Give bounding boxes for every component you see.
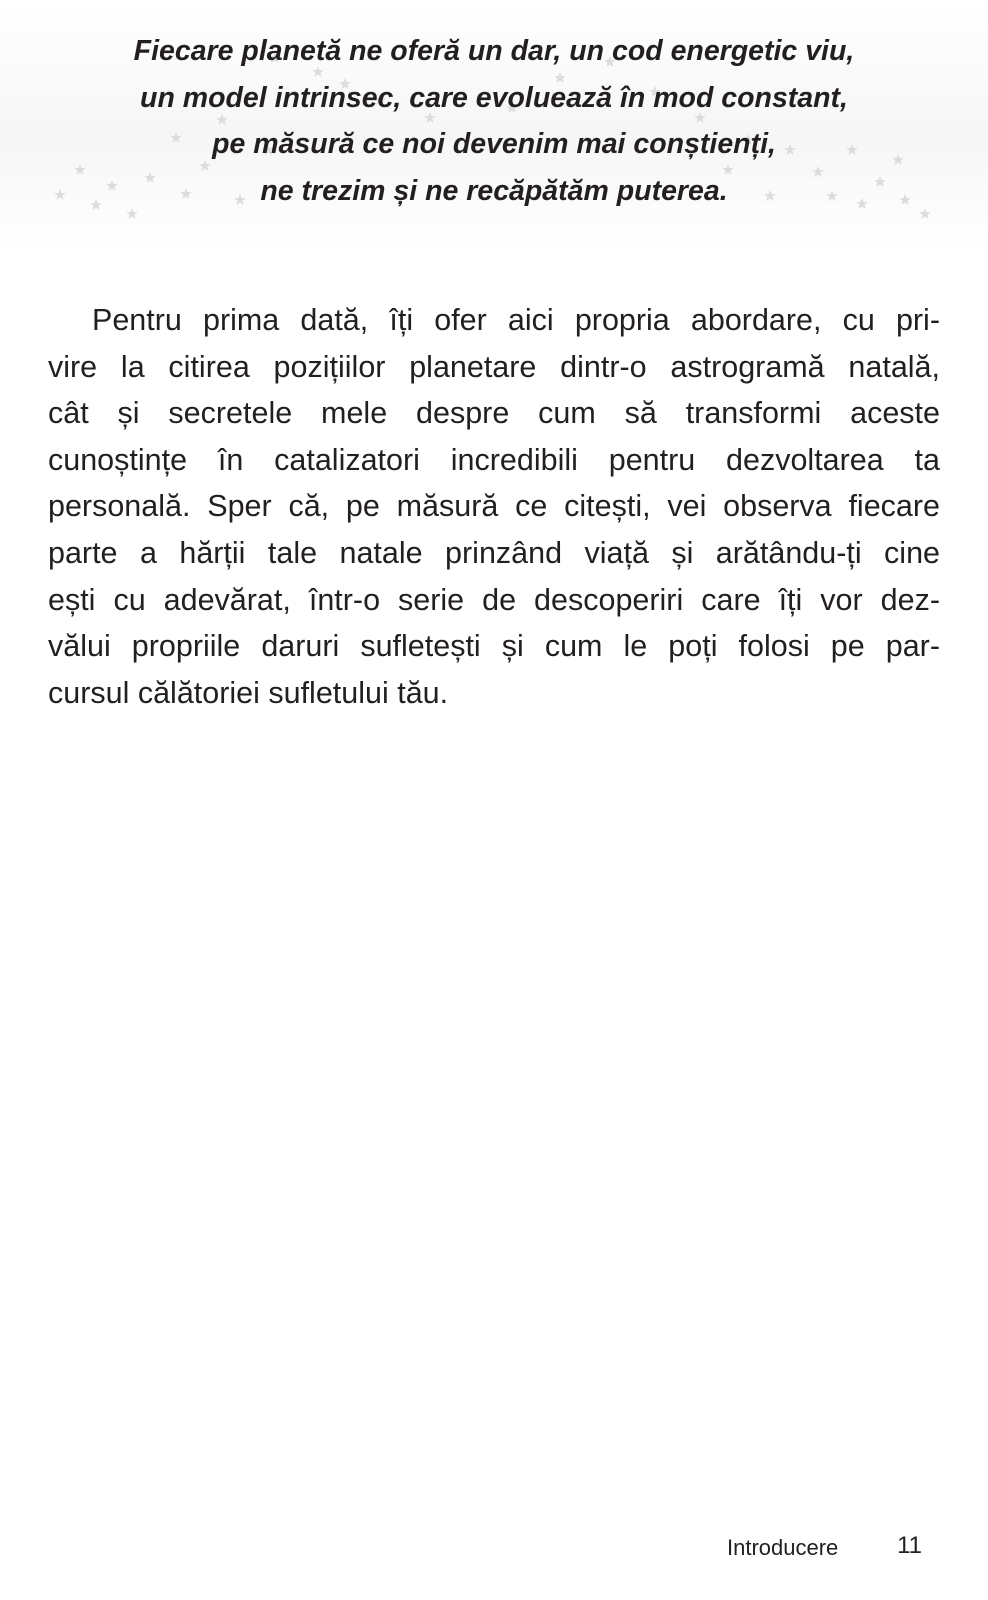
page-number: 11 bbox=[897, 1532, 922, 1559]
paragraph-line: Pentru prima dată, îți ofer aici propria abordare, cu pri- bbox=[92, 303, 940, 337]
quote-line: un model intrinsec, care evoluează în mod constant, bbox=[140, 81, 848, 114]
paragraph-line: cunoștințe în catalizatori incredibili pentru dezvoltarea ta bbox=[48, 442, 940, 477]
quote-line: pe măsură ce noi devenim mai conștienți, bbox=[212, 128, 776, 160]
quote-line: ne trezim și ne recăpătăm puterea. bbox=[260, 174, 728, 207]
running-footer-section: Introducere bbox=[727, 1535, 839, 1560]
paragraph-line: vire la citirea pozițiilor planetare dintr-o astrogramă natală, bbox=[48, 349, 940, 384]
quote-line: Fiecare planetă ne oferă un dar, un cod energetic viu, bbox=[133, 35, 855, 67]
paragraph-line: personală. Sper că, pe măsură ce citești, vei observa fiecare bbox=[48, 489, 940, 524]
paragraph-line: cursul călătoriei sufletului tău. bbox=[48, 675, 449, 710]
epigraph-quote bbox=[60, 28, 928, 214]
paragraph-line: ești cu adevărat, într-o serie de descoperiri care îți vor dez- bbox=[48, 582, 940, 617]
paragraph-line: parte a hărții tale natale prinzând viață și arătându-ți cine bbox=[48, 535, 940, 570]
paragraph-line: cât și secretele mele despre cum să transformi aceste bbox=[48, 396, 940, 431]
paragraph-line: vălui propriile daruri sufletești și cum le poți folosi pe par- bbox=[48, 629, 940, 664]
body-paragraph bbox=[48, 297, 940, 716]
